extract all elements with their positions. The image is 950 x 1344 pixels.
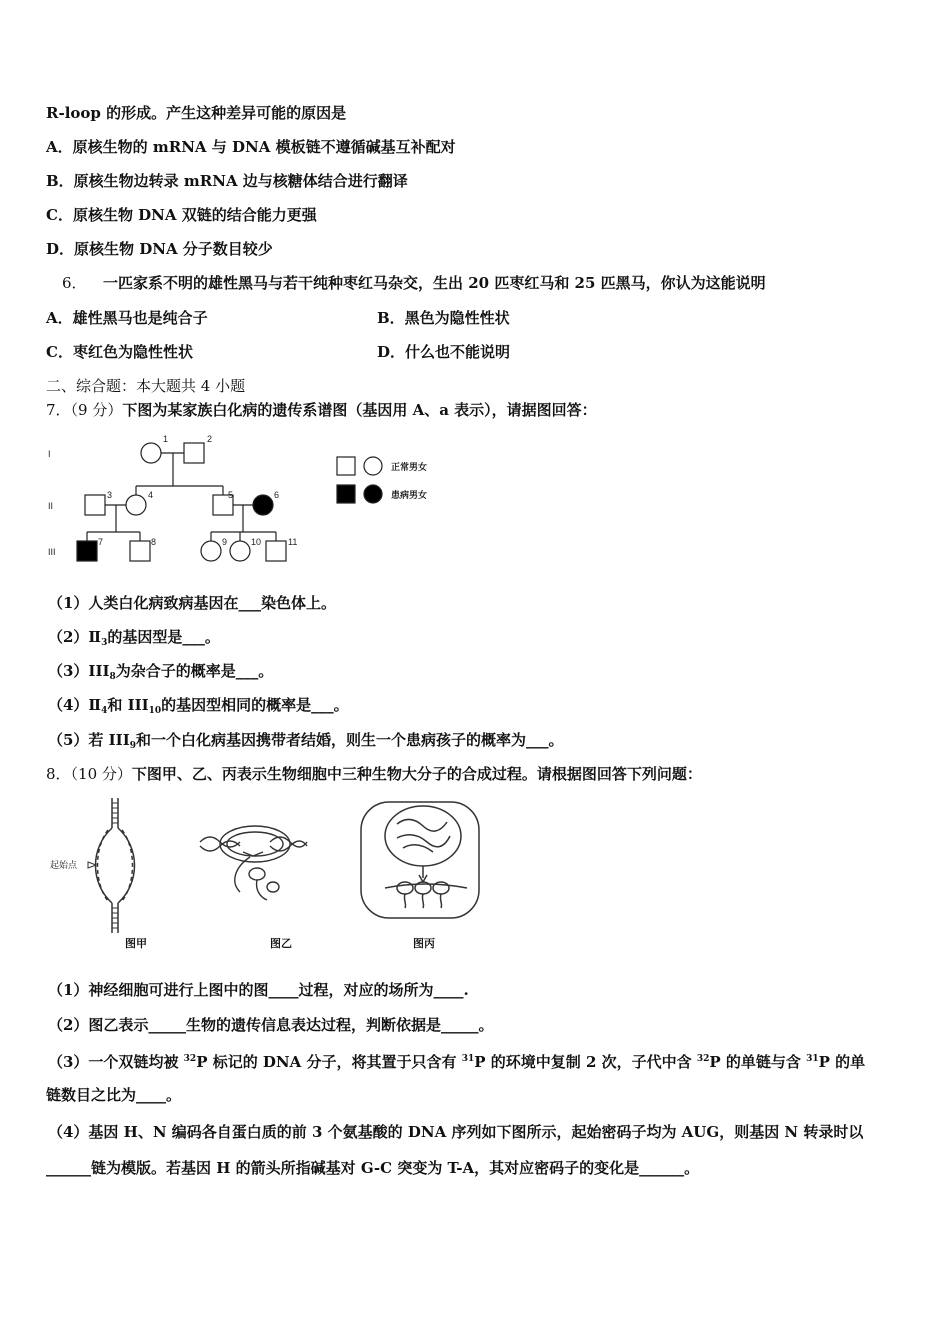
q8-sub4-line1: （4）基因 H、N 编码各自蛋白质的前 3 个氨基酸的 DNA 序列如下图所示，起始密码子均为 AUG，则基因 N 转录时以 (48, 1123, 864, 1141)
q7-header (46, 400, 597, 420)
q8-sub3-c: P 的环境中复制 2 次，子代中含 (474, 1053, 697, 1071)
q7-sub4-b: 和 III (107, 696, 149, 714)
q7-sub2-subscript: 3 (101, 638, 108, 648)
individual-number-2: 2 (207, 434, 213, 444)
q8-sub3-e: P 的单 (818, 1053, 866, 1071)
generation-label-3: III (48, 547, 56, 557)
q5-option-c: C．原核生物 DNA 双链的结合能力更强 (46, 206, 317, 224)
q7-sub5-b: 和一个白化病基因携带者结婚，则生一个患病孩子的概率为___。 (135, 731, 564, 749)
q7-sub4 (48, 695, 349, 721)
q7-score: （9 分） (70, 401, 123, 419)
generation-label-1: I (48, 449, 51, 459)
q8-sub4-line2: ______链为模版。若基因 H 的箭头所指碱基对 G-C 突变为 T-A，其对应密码子的变化是______。 (46, 1159, 700, 1177)
origin-label: 起始点 (50, 860, 78, 870)
q7-sub3 (48, 661, 273, 687)
section-title: 二、综合题：本大题共 4 小题 (46, 377, 246, 395)
individual-number-5: 5 (228, 490, 234, 500)
q8-score: （10 分） (70, 765, 132, 783)
pedigree-chart (40, 422, 450, 572)
q7-sub1: （1）人类白化病致病基因在___染色体上。 (48, 594, 336, 612)
q6-option-b: B．黑色为隐性性状 (377, 309, 510, 327)
q7-sub5-a: （5）若 III (48, 731, 130, 749)
q6-number: 6． (62, 274, 87, 292)
q8-sub3-sup-4: 31 (806, 1054, 819, 1064)
q8-sub2: （2）图乙表示_____生物的遗传信息表达过程，判断依据是_____。 (48, 1016, 494, 1034)
q7-sub5 (48, 730, 564, 756)
q7-sub4-a: （4）Ⅱ (48, 696, 102, 714)
q7-sub4-c: 的基因型相同的概率是___。 (161, 696, 349, 714)
q7-sub4-subscript-1: 4 (101, 706, 108, 716)
individual-number-4: 4 (148, 490, 154, 500)
q5-option-d: D．原核生物 DNA 分子数目较少 (46, 240, 273, 258)
q8-header (46, 764, 702, 784)
figure-yi-transcription-translation (195, 812, 310, 907)
figure-yi-caption: 图乙 (270, 937, 292, 950)
legend-normal-label: 正常男女 (391, 462, 428, 472)
q8-sub3-a: （3）一个双链均被 (48, 1053, 184, 1071)
q7-number: 7． (46, 401, 71, 419)
figure-jia-replication (50, 798, 170, 933)
q7-sub4-subscript-2: 10 (148, 706, 162, 716)
individual-number-7: 7 (98, 537, 104, 547)
q5-option-a: A．原核生物的 mRNA 与 DNA 模板链不遵循碱基互补配对 (46, 138, 456, 156)
legend-affected-label: 患病男女 (391, 490, 428, 500)
q6-option-a: A．雄性黑马也是纯合子 (46, 309, 208, 327)
individual-number-11: 11 (288, 537, 298, 547)
q6-option-d: D．什么也不能说明 (377, 343, 511, 361)
q7-sub2-a: （2）Ⅱ (48, 628, 102, 646)
q5-stem-end: R-loop 的形成。产生这种差异可能的原因是 (46, 104, 347, 122)
individual-number-6: 6 (274, 490, 280, 500)
q8-sub3-d: P 的单链与含 (709, 1053, 807, 1071)
individual-number-1: 1 (163, 434, 169, 444)
figure-jia-caption: 图甲 (125, 937, 147, 950)
individual-number-8: 8 (151, 537, 157, 547)
q7-sub3-subscript: 8 (109, 672, 116, 682)
generation-label-2: II (48, 501, 54, 511)
q8-sub3-sup-3: 32 (696, 1054, 710, 1064)
q7-sub2 (48, 627, 220, 653)
q8-stem: 下图甲、乙、丙表示生物细胞中三种生物大分子的合成过程。请根据图回答下列问题： (131, 765, 702, 783)
q8-number: 8． (46, 765, 71, 783)
q8-sub1: （1）神经细胞可进行上图中的图____过程，对应的场所为____. (48, 981, 469, 999)
figure-bing-caption: 图丙 (413, 937, 435, 950)
q7-sub2-b: 的基因型是___。 (107, 628, 220, 646)
figure-bing-cell (355, 796, 485, 926)
individual-number-9: 9 (222, 537, 228, 547)
q7-sub3-b: 为杂合子的概率是___。 (115, 662, 274, 680)
q7-stem: 下图为某家族白化病的遗传系谱图（基因用 A、a 表示），请据图回答： (122, 401, 597, 419)
q6-stem: 一匹家系不明的雄性黑马与若干纯种枣红马杂交，生出 20 匹枣红马和 25 匹黑马，你认为这能说明 (103, 274, 766, 292)
q7-sub3-a: （3）III (48, 662, 110, 680)
individual-number-10: 10 (251, 537, 262, 547)
q7-sub5-subscript: 9 (129, 741, 136, 751)
q8-sub3-sup-1: 32 (183, 1054, 197, 1064)
q8-sub3-sup-2: 31 (461, 1054, 475, 1064)
q8-sub3-line2: 链数目之比为____。 (46, 1086, 182, 1104)
q5-option-b: B．原核生物边转录 mRNA 边与核糖体结合进行翻译 (46, 172, 408, 190)
individual-number-3: 3 (107, 490, 113, 500)
q6-option-c: C．枣红色为隐性性状 (46, 343, 193, 361)
q8-sub3 (48, 1049, 865, 1072)
q8-sub3-b: P 标记的 DNA 分子，将其置于只含有 (196, 1053, 462, 1071)
